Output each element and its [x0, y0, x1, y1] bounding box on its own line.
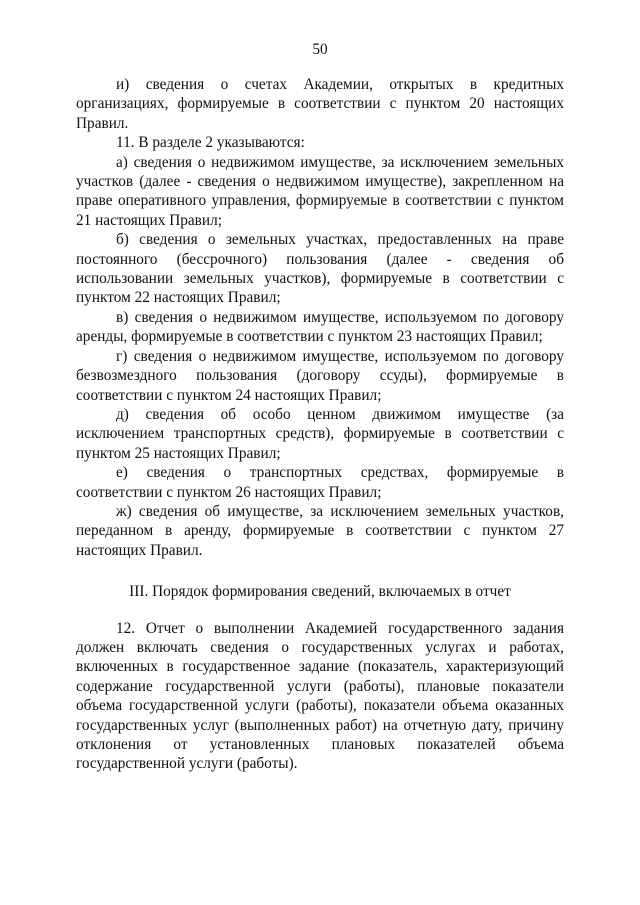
paragraph-item-b: б) сведения о земельных участках, предоставленных на праве постоянного (бессрочного) пользования (далее - сведения об использовании земельных участков), формируемые в соответствии с пунктом 22 настоящих Правил;: [76, 231, 564, 307]
page-number: 50: [312, 41, 328, 58]
paragraph-11: 11. В разделе 2 указываются:: [116, 134, 305, 152]
paragraph-item-e: е) сведения о транспортных средствах, формируемые в соответствии с пунктом 26 настоящих Правил;: [76, 464, 564, 501]
paragraph-item-v: в) сведения о недвижимом имуществе, используемом по договору аренды, формируемые в соответствии с пунктом 23 настоящих Правил;: [76, 308, 564, 346]
section-spacer: [76, 560, 564, 582]
section-heading: III. Порядок формирования сведений, включаемых в отчет: [129, 583, 511, 601]
paragraph-item-d: д) сведения об особо ценном движимом имуществе (за исключением транспортных средств), формируемые в соответствии с пунктом 25 настоящих Правил;: [76, 405, 564, 462]
paragraph-item-zh: ж) сведения об имуществе, за исключением земельных участков, переданном в аренду, формируемые в соответствии с пунктом 27 настоящих Правил.: [76, 502, 564, 559]
paragraph-item-i: и) сведения о счетах Академии, открытых в кредитных организациях, формируемые в соответствии с пунктом 20 настоящих Правил.: [76, 76, 564, 132]
heading-spacer: [76, 602, 564, 619]
document-body: [76, 75, 564, 774]
paragraph-item-a: а) сведения о недвижимом имуществе, за исключением земельных участков (далее - сведения о недвижимом имуществе), закрепленном на праве оперативного управления, формируемые в соответствии с пунктом 21 настоящих Правил;: [76, 153, 564, 229]
paragraph-12: 12. Отчет о выполнении Академией государственного задания должен включать сведения о государственных услугах и работах, включенных в государственное задание (показатель, характеризующий содержание государственной услуги (работы), плановые показатели объема государственной услуги (работы), показатели объема оказанных государственных услуг (выполненных работ) на отчетную дату, причину отклонения от установленных плановых показателей объема государственной услуги (работы).: [76, 619, 564, 773]
paragraph-item-g: г) сведения о недвижимом имуществе, используемом по договору безвозмездного пользования (договору ссуды), формируемые в соответствии с пунктом 24 настоящих Правил;: [76, 347, 564, 404]
